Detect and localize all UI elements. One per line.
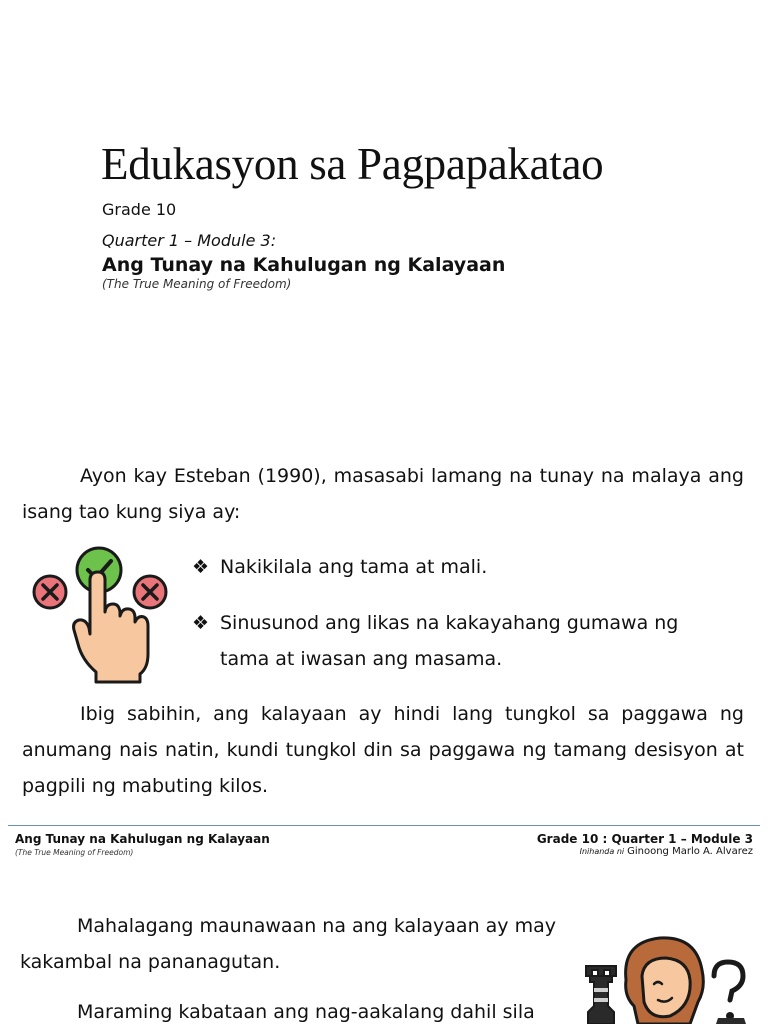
- bullet-diamond-icon: ❖: [192, 612, 210, 634]
- chess-thinking-icon: [578, 936, 753, 1028]
- bullet-item: [192, 549, 752, 585]
- youth-paragraph: [20, 994, 556, 1030]
- author-name: Ginoong Marlo A. Alvarez: [627, 846, 753, 857]
- responsibility-text: Mahalagang maunawaan na ang kalayaan ay may kakambal na pananagutan.: [20, 915, 556, 973]
- module-title: Ang Tunay na Kahulugan ng Kalayaan: [102, 254, 506, 276]
- intro-text: Ayon kay Esteban (1990), masasabi lamang na tunay na malaya ang isang tao kung siya ay:: [22, 465, 744, 523]
- meaning-text: Ibig sabihin, ang kalayaan ay hindi lang tungkol sa paggawa ng anumang nais natin, kundi tungkol din sa paggawa ng tamang desisyon at pagpili ng mabuting kilos.: [22, 703, 744, 797]
- youth-text: Maraming kabataan ang nag-aakalang dahil sila: [77, 1001, 535, 1023]
- bullet-diamond-icon: ❖: [192, 556, 210, 578]
- quarter-module-label: Quarter 1 – Module 3:: [102, 231, 277, 250]
- page-title: Edukasyon sa Pagpapakatao: [101, 139, 604, 189]
- prepared-by-label: Inihanda ni: [579, 847, 625, 856]
- footer-module-title: Ang Tunay na Kahulugan ng Kalayaan: [15, 832, 270, 846]
- footer-author-line: [580, 846, 753, 857]
- footer-divider: [8, 825, 760, 826]
- grade-label: Grade 10: [102, 200, 177, 219]
- bullet-text: Sinusunod ang likas na kakayahang gumawa ng tama at iwasan ang masama.: [220, 612, 679, 670]
- meaning-paragraph: [22, 696, 744, 804]
- bullet-item: [192, 605, 732, 677]
- footer-module-subtitle: (The True Meaning of Freedom): [15, 848, 134, 857]
- module-subtitle: (The True Meaning of Freedom): [102, 277, 292, 291]
- footer-grade-module: Grade 10 : Quarter 1 – Module 3: [536, 832, 753, 846]
- intro-paragraph: [22, 458, 744, 530]
- responsibility-paragraph: [20, 908, 556, 980]
- bullet-text: Nakikilala ang tama at mali.: [220, 556, 488, 578]
- hand-choice-icon: [26, 546, 176, 690]
